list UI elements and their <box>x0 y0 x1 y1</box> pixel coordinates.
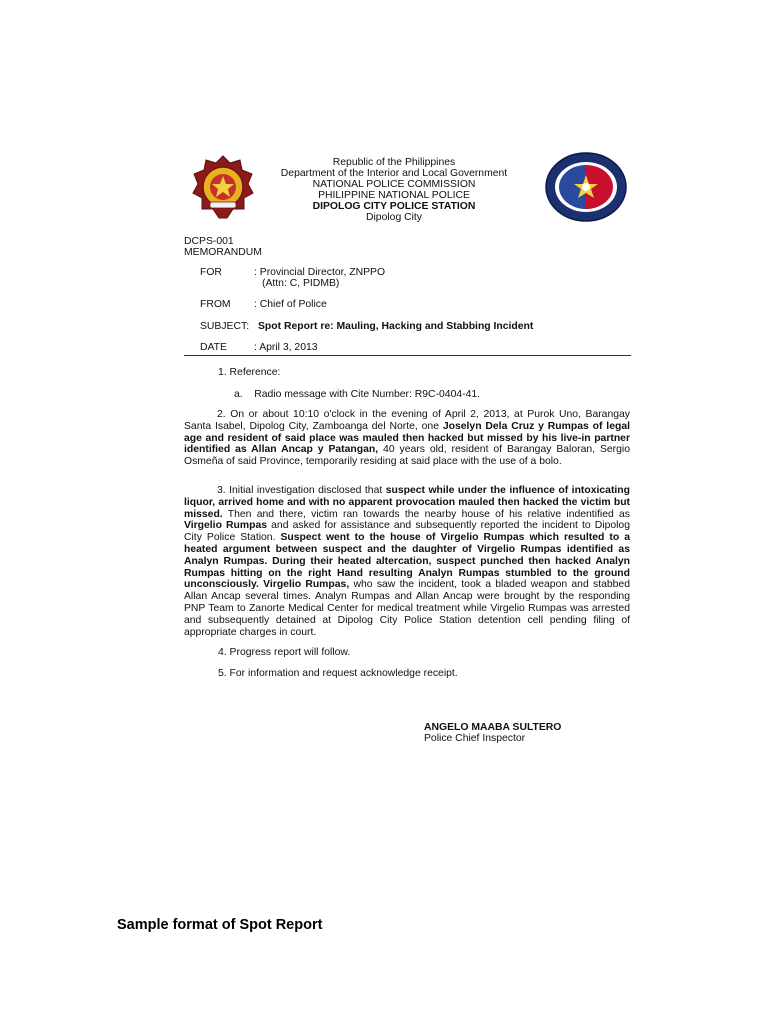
letterhead-napolcom: NATIONAL POLICE COMMISSION <box>312 179 476 190</box>
letterhead-department: Department of the Interior and Local Government <box>280 168 508 179</box>
reference-item-a-prefix: a. <box>234 389 243 400</box>
date-value: : April 3, 2013 <box>254 342 318 353</box>
reference-heading: 1. Reference: <box>218 367 281 378</box>
reference-item-a-text: Radio message with Cite Number: R9C-0404-41. <box>254 389 481 400</box>
letterhead-pnp: PHILIPPINE NATIONAL POLICE <box>318 190 470 201</box>
paragraph-3-seg4: Virgelio Rumpas <box>184 520 268 532</box>
memo-code: DCPS-001 <box>184 236 234 247</box>
memo-title: MEMORANDUM <box>184 247 262 258</box>
paragraph-2-seg2: Joselyn Dela Cruz y Rumpas of legal age and resident of said place was mauled then hacked but missed by his live-in partner identified as Allan Ancap y Patangan, <box>184 420 630 456</box>
paragraph-2-seg1: 2. On or about 10:10 o'clock in the evening of April 2, 2013, at Purok Uno, Barangay Santa Isabel, Dipolog City, Zamboanga del Norte, one <box>184 409 630 432</box>
item-5-acknowledge: 5. For information and request acknowledge receipt. <box>218 668 458 679</box>
paragraph-2-seg3: 40 years old, resident of Barangay Baloran, Sergio Osmeña of said Province, temporarily residing at said place with the use of a bolo. <box>184 444 630 468</box>
letterhead-city: Dipolog City <box>365 212 423 223</box>
paragraph-3-seg5: and asked for assistance and subsequently reported the incident to Dipolog City Police Station. <box>184 520 630 544</box>
letterhead-republic: Republic of the Philippines <box>332 157 456 168</box>
police-seal-icon <box>192 155 254 219</box>
paragraph-3-seg2: suspect while under the influence of intoxicating liquor, arrived home and with no apparent provocation mauled then hacked the victim but missed. <box>184 485 630 520</box>
page-caption: Sample format of Spot Report <box>117 917 323 933</box>
letterhead <box>254 157 534 223</box>
from-value: : Chief of Police <box>254 299 327 310</box>
letterhead-station: DIPOLOG CITY POLICE STATION <box>312 201 476 212</box>
for-attn: (Attn: C, PIDMB) <box>262 278 340 289</box>
paragraph-3-seg1: 3. Initial investigation disclosed that <box>217 485 386 496</box>
paragraph-3-seg6: Suspect went to the house of Virgelio Rumpas which resulted to a heated argument between suspect and the daughter of Virgelio Rumpas identified as Analyn Rumpas. During their heated altercation, suspect punched then hacked Analyn Rumpas hitting on the right Hand resulting Analyn Rumpas stumbled to the ground unconsciously. Virgelio Rumpas, <box>184 532 630 591</box>
item-4-progress: 4. Progress report will follow. <box>218 647 351 658</box>
criminal-investigation-seal-icon <box>544 151 628 223</box>
date-label: DATE <box>200 342 227 353</box>
for-label: FOR <box>200 267 222 278</box>
for-value: : Provincial Director, ZNPPO <box>254 267 386 278</box>
paragraph-2 <box>184 409 630 468</box>
from-label: FROM <box>200 299 231 310</box>
paragraph-3 <box>184 485 630 638</box>
subject-label: SUBJECT: <box>200 321 250 332</box>
paragraph-3-seg3: Then and there, victim ran towards the nearby house of his relative indentified as <box>222 508 630 520</box>
reference-item-a <box>234 389 480 400</box>
paragraph-3-seg7: who saw the incident, took a bladed weapon and stabbed Allan Ancap several times. Analyn Rumpas and Allan Ancap were brought by the responding PNP Team to Zanorte Medical Center for medical treatment while Virgelio Rumpas was arrested and subsequently detained at Dipolog City Police Station detention cell pending filing of appropriate charges in court. <box>184 579 630 638</box>
header-divider <box>184 355 631 356</box>
signatory-title: Police Chief Inspector <box>424 733 526 744</box>
subject-value: Spot Report re: Mauling, Hacking and Stabbing Incident <box>258 321 534 332</box>
signatory-name: ANGELO MAABA SULTERO <box>424 722 562 733</box>
